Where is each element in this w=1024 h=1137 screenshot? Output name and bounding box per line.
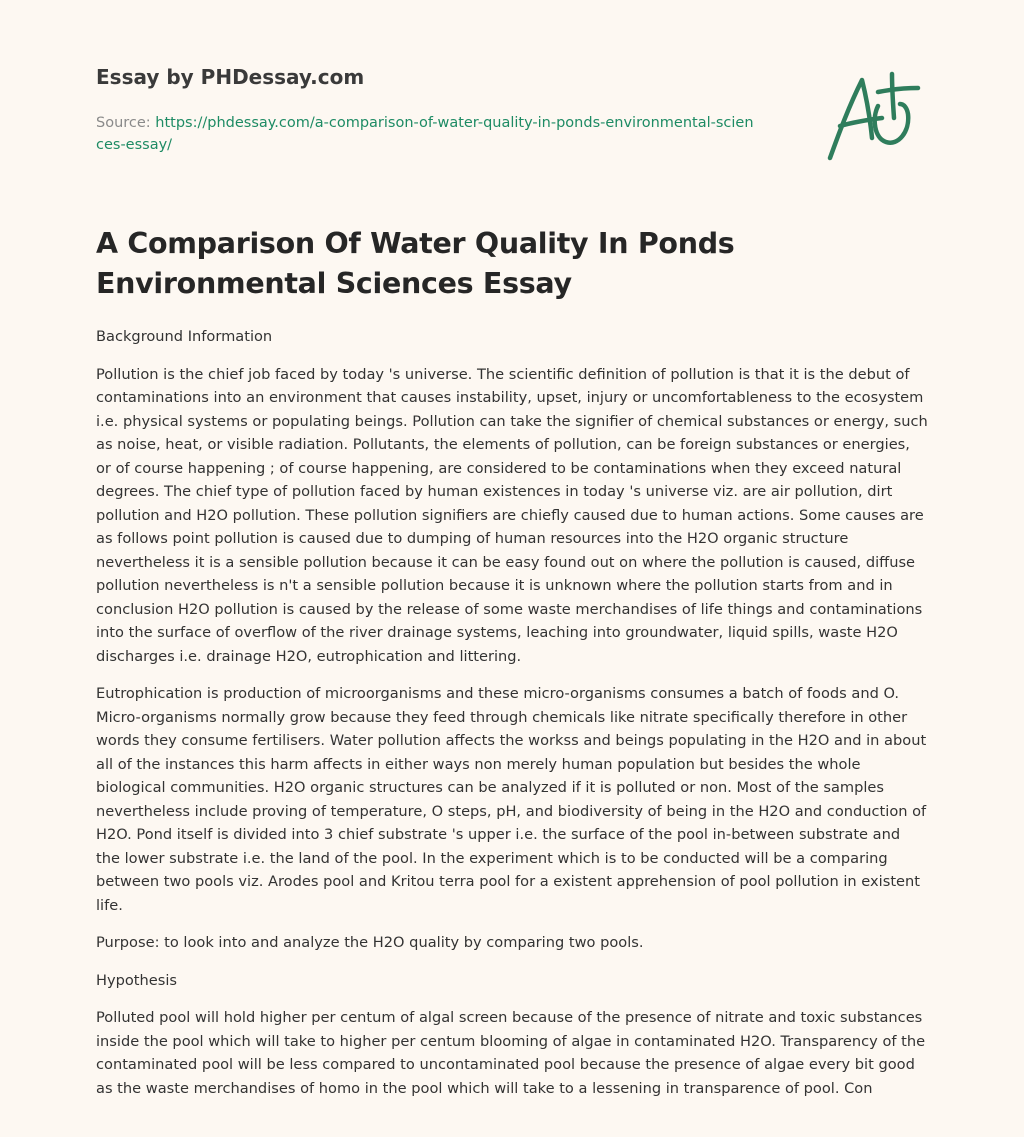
- essay-subheading: Background Information: [96, 328, 273, 345]
- a-plus-logo-icon: [822, 66, 932, 166]
- essay-paragraph: Polluted pool will hold higher per centum of algal screen because of the presence of nitrate and toxic substances inside the pool which will take to higher per centum blooming of algae in contaminated H2O. Transparency of the contaminated pool will be less compared to uncontaminated pool because the presence of algae every bit good as the waste merchandises of homo in the pool which will take to a lessening in transparence of pool. Con: [96, 1009, 926, 1097]
- essay-title: A Comparison Of Water Quality In Ponds Environmental Sciences Essay: [96, 227, 735, 300]
- essay-subheading: Hypothesis: [96, 971, 178, 989]
- source-line: [96, 112, 756, 156]
- source-link[interactable]: https://phdessay.com/a-comparison-of-water-quality-in-ponds-environmental-sciences-essay/: [96, 115, 754, 153]
- source-label: Source:: [96, 115, 151, 131]
- essay-paragraph: Eutrophication is production of microorganisms and these micro-organisms consumes a batch of foods and O. Micro-organisms normally grow because they feed through chemicals like nitrate specifically therefore in other words they consume fertilisers. Water pollution affects the workss and beings populating in the H2O and in about all of the instances this harm affects in either ways non merely human population but besides the whole biological communities. H2O organic structures can be analyzed if it is polluted or non. Most of the samples nevertheless include proving of temperature, O steps, pH, and biodiversity of being in the H2O and conduction of H2O. Pond itself is divided into 3 chief substrate 's upper i.e. the surface of the pool in-between substrate and the lower substrate i.e. the land of the pool. In the experiment which is to be conducted will be a comparing between two pools viz. Arodes pool and Kritou terra pool for a existent apprehension of pool pollution in existent life.: [96, 685, 927, 914]
- essay-purpose: Purpose: to look into and analyze the H2O quality by comparing two pools.: [96, 934, 644, 951]
- site-title: Essay by PHDessay.com: [96, 65, 365, 89]
- essay-body: [96, 325, 928, 1114]
- essay-paragraph: Pollution is the chief job faced by today 's universe. The scientific definition of pollution is that it is the debut of contaminations into an environment that causes instability, upset, injury or uncomfortableness to the ecosystem i.e. physical systems or populating beings. Pollution can take the signifier of chemical substances or energy, such as noise, heat, or visible radiation. Pollutants, the elements of pollution, can be foreign substances or energies, or of course happening ; of course happening, are considered to be contaminations when they exceed natural degrees. The chief type of pollution faced by human existences in today 's universe viz. are air pollution, dirt pollution and H2O pollution. These pollution signifiers are chiefly caused due to human actions. Some causes are as follows point pollution is caused due to dumping of human resources into the H2O organic structure nevertheless it is a sensible pollution because it can be easy found out on where the pollution is caused, diffuse pollution nevertheless is n't a sensible pollution because it is unknown where the pollution starts from and in conclusion H2O pollution is caused by the release of some waste merchandises of life things and contaminations into the surface of overflow of the river drainage systems, leaching into groundwater, liquid spills, waste H2O discharges i.e. drainage H2O, eutrophication and littering.: [96, 365, 928, 665]
